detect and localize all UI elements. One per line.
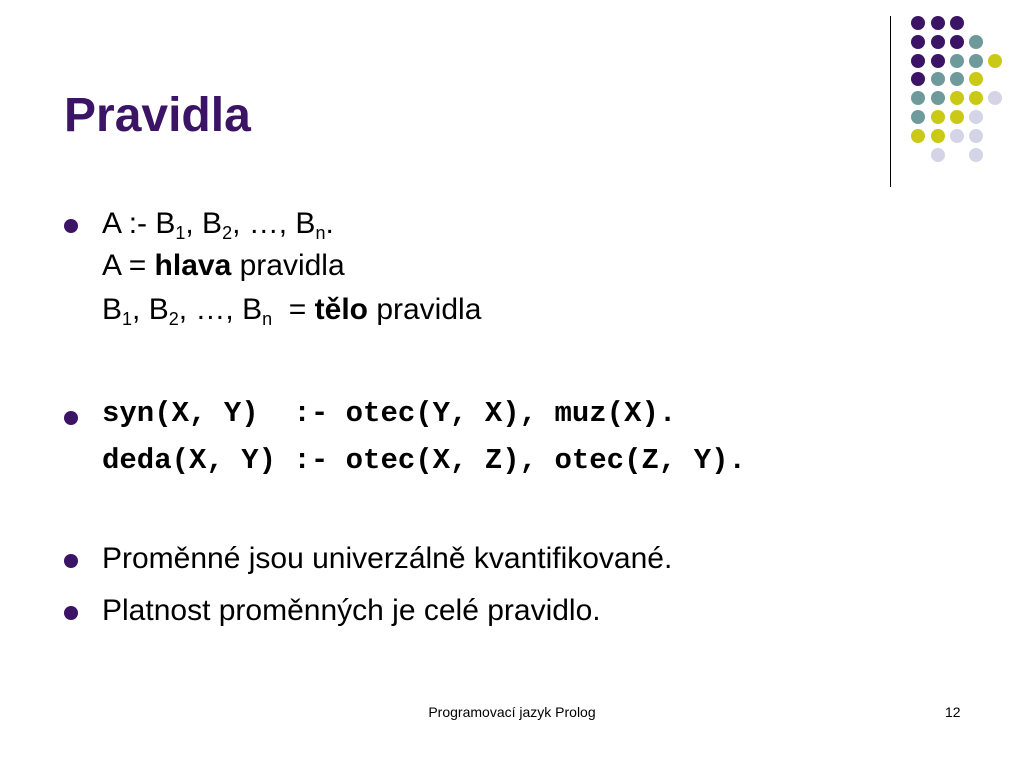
bullet-dot (64, 219, 78, 233)
decor-dot (911, 16, 925, 30)
decor-dot (931, 148, 945, 162)
code-line-deda: deda(X, Y) :- otec(X, Z), otec(Z, Y). (102, 444, 746, 477)
decor-dot (911, 54, 925, 68)
decor-dot (931, 54, 945, 68)
decor-dot (950, 129, 964, 143)
decor-dot (969, 35, 983, 49)
code-line-syn: syn(X, Y) :- otec(Y, X), muz(X). (102, 397, 677, 430)
decor-dot (969, 110, 983, 124)
bullet-text-scope: Platnost proměnných je celé pravidlo. (102, 594, 601, 627)
decor-dot (931, 91, 945, 105)
decor-dot (950, 72, 964, 86)
footer-title: Programovací jazyk Prolog (428, 704, 596, 720)
decor-dot (950, 16, 964, 30)
decor-dot (969, 72, 983, 86)
bullet-dot (64, 606, 78, 620)
decor-dot (969, 91, 983, 105)
decor-dot (911, 91, 925, 105)
bullet-dot (64, 411, 78, 425)
rule-body-line: $B_1$, $B_2$, …, $B_n$ = tělo pravidla (102, 293, 482, 329)
decor-dot (988, 91, 1002, 105)
decor-dot (950, 110, 964, 124)
decor-dot (969, 148, 983, 162)
decor-dot (911, 35, 925, 49)
page-number: 12 (945, 704, 961, 720)
bullet-text-variables: Proměnné jsou univerzálně kvantifikované. (102, 542, 673, 575)
decor-dot (950, 54, 964, 68)
bullet-dot (64, 554, 78, 568)
decor-dot (988, 54, 1002, 68)
vertical-divider (890, 16, 891, 187)
decor-dot (950, 35, 964, 49)
rule-syntax-line: A :- $B_1$, $B_2$, …, $B_n$. (102, 207, 334, 243)
decor-dot (931, 129, 945, 143)
slide-title: Pravidla (64, 89, 251, 142)
decor-dot (931, 16, 945, 30)
rule-head-line: A = hlava pravidla (102, 249, 345, 282)
decor-dot (911, 72, 925, 86)
decor-dot (931, 35, 945, 49)
decor-dot (969, 129, 983, 143)
decor-dot (931, 110, 945, 124)
decor-dot (931, 72, 945, 86)
decor-dot (950, 91, 964, 105)
decor-dot (911, 129, 925, 143)
decor-dot (969, 54, 983, 68)
decor-dot (911, 110, 925, 124)
